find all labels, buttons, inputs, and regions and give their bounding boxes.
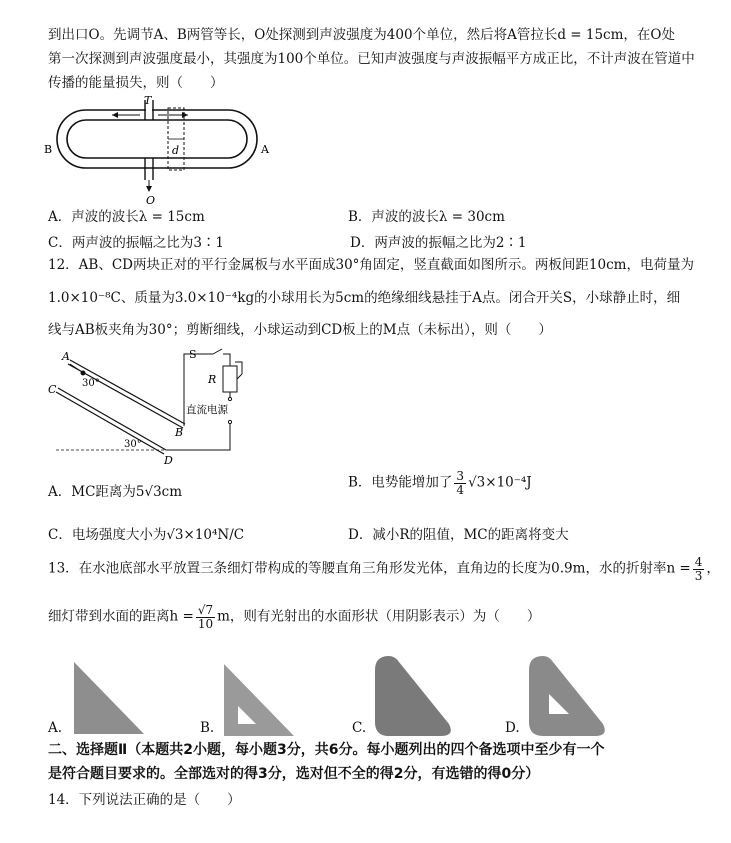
q12-line1: 12．AB、CD两块正对的平行金属板与水平面成30°角固定，竖直截面如图所示。两板间距10cm，电荷量为 (48, 257, 694, 273)
label-R: R (208, 373, 217, 386)
shape-a (72, 660, 148, 736)
label-angle-top: 30° (82, 378, 100, 389)
q12-line3: 线与AB板夹角为30°；剪断细线，小球运动到CD板上的M点（未标出），则（ ） (48, 322, 552, 338)
q13-option-c: C. (352, 720, 367, 736)
label-S: S (189, 348, 197, 361)
label-A: A (62, 350, 70, 363)
label-d: d (172, 144, 180, 157)
label-A: A (261, 143, 269, 156)
label-D: D (164, 454, 173, 467)
label-C: C (48, 383, 57, 396)
section2-heading-line1: 二、选择题Ⅱ（本题共2小题，每小题3分，共6分。每小题列出的四个备选项中至少有一个 (48, 742, 605, 758)
label-B: B (44, 143, 53, 156)
label-angle-bottom: 30° (124, 439, 142, 450)
shape-d (527, 654, 611, 738)
q11-option-d: D．两声波的振幅之比为2∶1 (350, 235, 527, 251)
plates-circuit-diagram (48, 346, 248, 470)
q11-line2: 第一次探测到声波强度最小，其强度为100个单位。已知声波强度与声波振幅平方成正比，不计声波在管道中 (48, 51, 695, 67)
q12-option-d: D．减小R的阻值，MC的距离将变大 (348, 527, 569, 543)
q12-option-c: C．电场强度大小为√3×10⁴N/C (48, 527, 245, 543)
q13-option-b: B. (200, 720, 215, 736)
q11-line3: 传播的能量损失，则（ ） (48, 75, 224, 91)
shape-b (222, 662, 298, 738)
q12-option-b: B．电势能增加了 $\frac{3}{4}$ √3×10⁻⁴J (348, 469, 532, 497)
tube-diagram (40, 94, 280, 207)
label-dc-source: 直流电源 (186, 404, 228, 416)
q11-option-c: C．两声波的振幅之比为3∶1 (48, 235, 225, 251)
q12-option-a: A．MC距离为5√3cm (48, 484, 183, 500)
q11-line1: 到出口O。先调节A、B两管等长，O处探测到声波强度为400个单位，然后将A管拉长d = 15cm，在O处 (48, 27, 675, 43)
q13-line1: 13．在水池底部水平放置三条细灯带构成的等腰直角三角形发光体，直角边的长度为0.9m，水的折射率n = $\frac{4}{3}$ ， (48, 555, 720, 583)
q13-line2: 细灯带到水面的距离h = $\frac{√7}{10}$ m，则有光射出的水面形状（用阴影表示）为（ ） (48, 603, 541, 631)
label-T: T (144, 94, 152, 107)
q13-option-d: D. (505, 720, 520, 736)
q11-option-a: A．声波的波长λ = 15cm (48, 209, 205, 225)
q13-option-a: A. (48, 720, 63, 736)
section2-heading-line2: 是符合题目要求的。全部选对的得3分，选对但不全的得2分，有选错的得0分） (48, 766, 540, 782)
label-B: B (175, 426, 184, 439)
q12-line2: 1.0×10⁻⁸C、质量为3.0×10⁻⁴kg的小球用长为5cm的绝缘细线悬挂于A点。闭合开关S，小球静止时，细 (48, 290, 681, 306)
q14-line1: 14．下列说法正确的是（ ） (48, 792, 241, 808)
q11-option-b: B．声波的波长λ = 30cm (348, 209, 505, 225)
label-O: O (146, 194, 156, 207)
shape-c (373, 654, 457, 738)
